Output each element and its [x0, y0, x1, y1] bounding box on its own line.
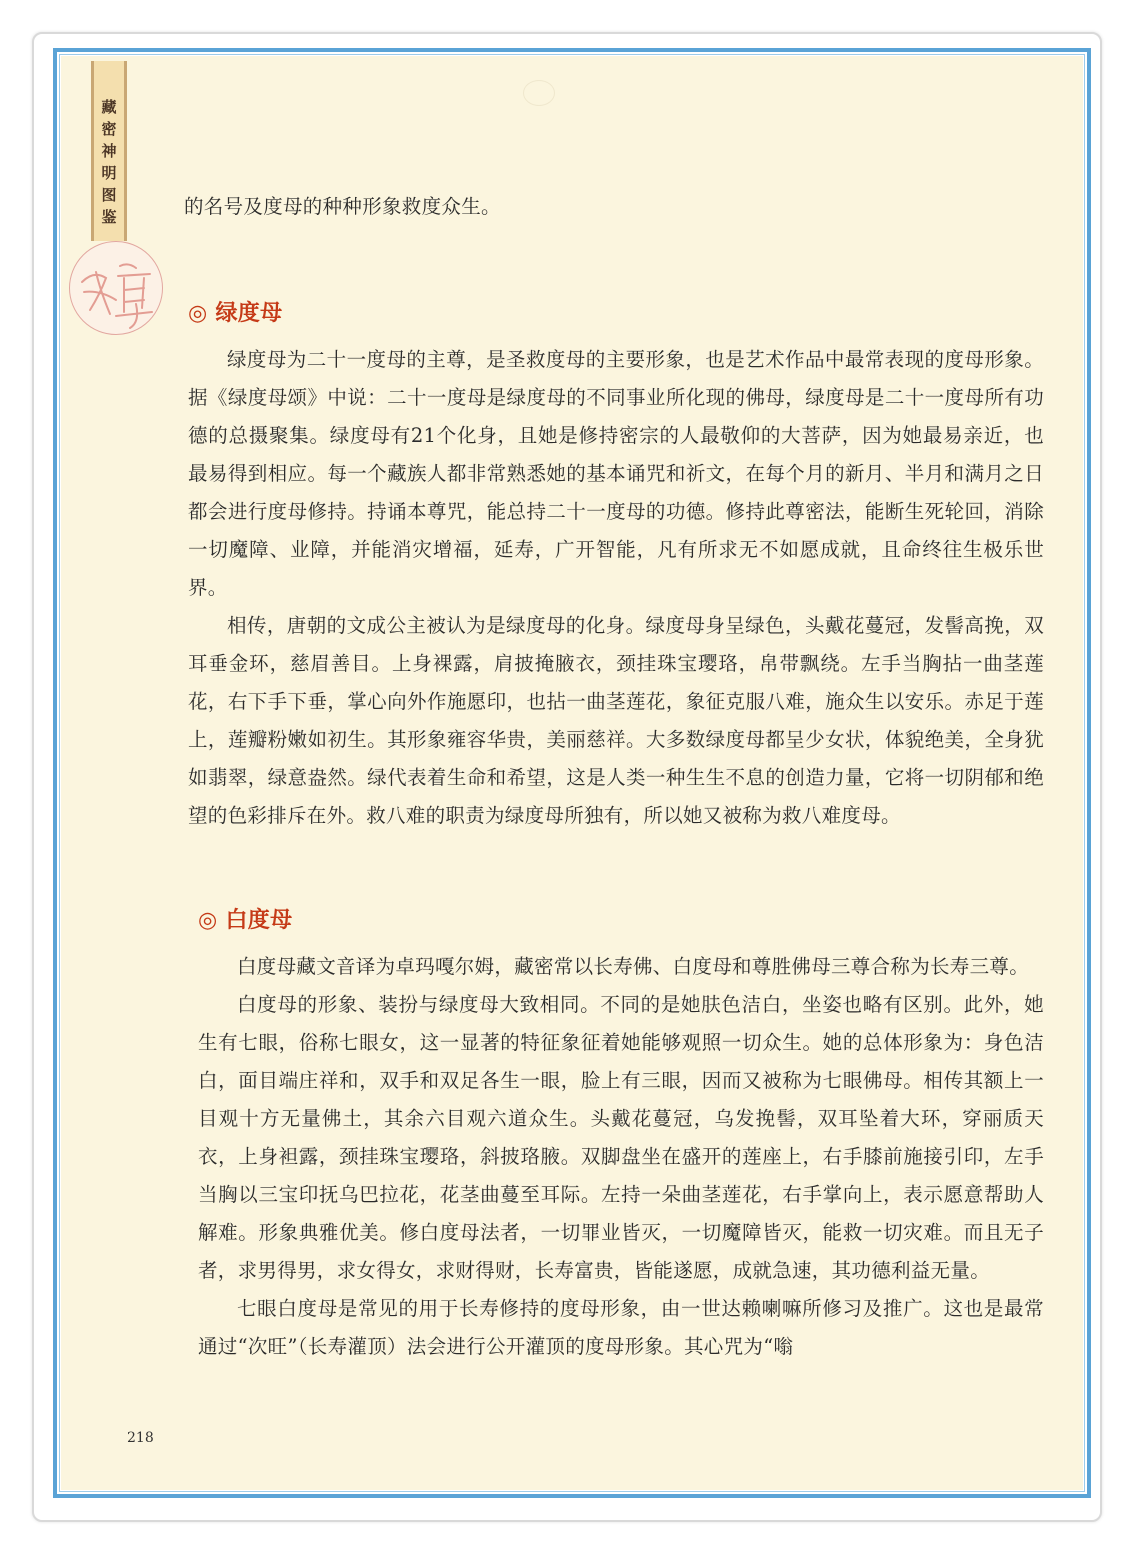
page-number: 218 [127, 1430, 154, 1446]
seal-calligraphy-drawing [70, 242, 163, 335]
side-tab-char: 密 [101, 120, 117, 138]
side-tab-char: 藏 [101, 98, 117, 116]
section-heading [198, 906, 1044, 936]
side-tab-char: 神 [101, 142, 117, 160]
section-heading-text: 绿度母 [215, 301, 283, 326]
bullet-circle-icon: ◎ [188, 301, 208, 326]
section-green-tara [188, 299, 1044, 835]
intro-paragraph: 的名号及度母的种种形象救度众生。 [184, 195, 501, 218]
paragraph: 白度母的形象、装扮与绿度母大致相同。不同的是她肤色洁白，坐姿也略有区别。此外，她生有七眼，俗称七眼女，这一显著的特征象征着她能够观照一切众生。她的总体形象为：身色洁白，面目端庄祥和，双手和双足各生一眼，脸上有三眼，因而又被称为七眼佛母。相传其额上一目观十方无量佛土，其余六目观六道众生。头戴花蔓冠，乌发挽髻，双耳坠着大环，穿丽质天衣，上身袒露，颈挂珠宝璎珞，斜披珞腋。双脚盘坐在盛开的莲座上，右手膝前施接引印，左手当胸以三宝印抚乌巴拉花，花茎曲蔓至耳际。左持一朵曲茎莲花，右手掌向上，表示愿意帮助人解难。形象典雅优美。修白度母法者，一切罪业皆灭，一切魔障皆灭，能救一切灾难。而且无子者，求男得男，求女得女，求财得财，长寿富贵，皆能遂愿，成就急速，其功德利益无量。 [198, 993, 1044, 1282]
side-tab-char: 图 [101, 186, 117, 204]
side-tab-title [91, 96, 127, 228]
paragraph: 绿度母为二十一度母的主尊，是圣救度母的主要形象，也是艺术作品中最常表现的度母形象。据《绿度母颂》中说：二十一度母是绿度母的不同事业所化现的佛母，绿度母是二十一度母所有功德的总摄聚集。绿度母有21个化身，且她是修持密宗的人最敬仰的大菩萨，因为她最易亲近，也最易得到相应。每一个藏族人都非常熟悉她的基本诵咒和祈文，在每个月的新月、半月和满月之日都会进行度母修持。持诵本尊咒，能总持二十一度母的功德。修持此尊密法，能断生死轮回，消除一切魔障、业障，并能消灾增福，延寿，广开智能，凡有所求无不如愿成就，且命终往生极乐世界。 [188, 348, 1044, 599]
paragraph: 七眼白度母是常见的用于长寿修持的度母形象，由一世达赖喇嘛所修习及推广。这也是最常通过“次旺”（长寿灌顶）法会进行公开灌顶的度母形象。其心咒为“嗡 [198, 1297, 1044, 1358]
section-white-tara [198, 906, 1044, 1366]
bullet-circle-icon: ◎ [198, 908, 218, 933]
side-tab-char: 明 [101, 164, 117, 182]
paragraph: 白度母藏文音译为卓玛嘎尔姆，藏密常以长寿佛、白度母和尊胜佛母三尊合称为长寿三尊。 [237, 955, 1030, 978]
side-tab-char: 鉴 [101, 208, 117, 226]
paragraph: 相传，唐朝的文成公主被认为是绿度母的化身。绿度母身呈绿色，头戴花蔓冠，发髻高挽，双耳垂金环，慈眉善目。上身裸露，肩披掩腋衣，颈挂珠宝璎珞，帛带飘绕。左手当胸拈一曲茎莲花，右下手下垂，掌心向外作施愿印，也拈一曲茎莲花，象征克服八难，施众生以安乐。赤足于莲上，莲瓣粉嫩如初生。其形象雍容华贵，美丽慈祥。大多数绿度母都呈少女状，体貌绝美，全身犹如翡翠，绿意盎然。绿代表着生命和希望，这是人类一种生生不息的创造力量，它将一切阴郁和绝望的色彩排斥在外。救八难的职责为绿度母所独有，所以她又被称为救八难度母。 [188, 614, 1044, 827]
side-tab [91, 61, 127, 241]
section-heading-text: 白度母 [225, 908, 293, 933]
calligraphy-seal [69, 241, 163, 335]
book-page [61, 56, 1083, 1490]
scan-mark [523, 80, 555, 106]
section-heading [188, 299, 1044, 329]
